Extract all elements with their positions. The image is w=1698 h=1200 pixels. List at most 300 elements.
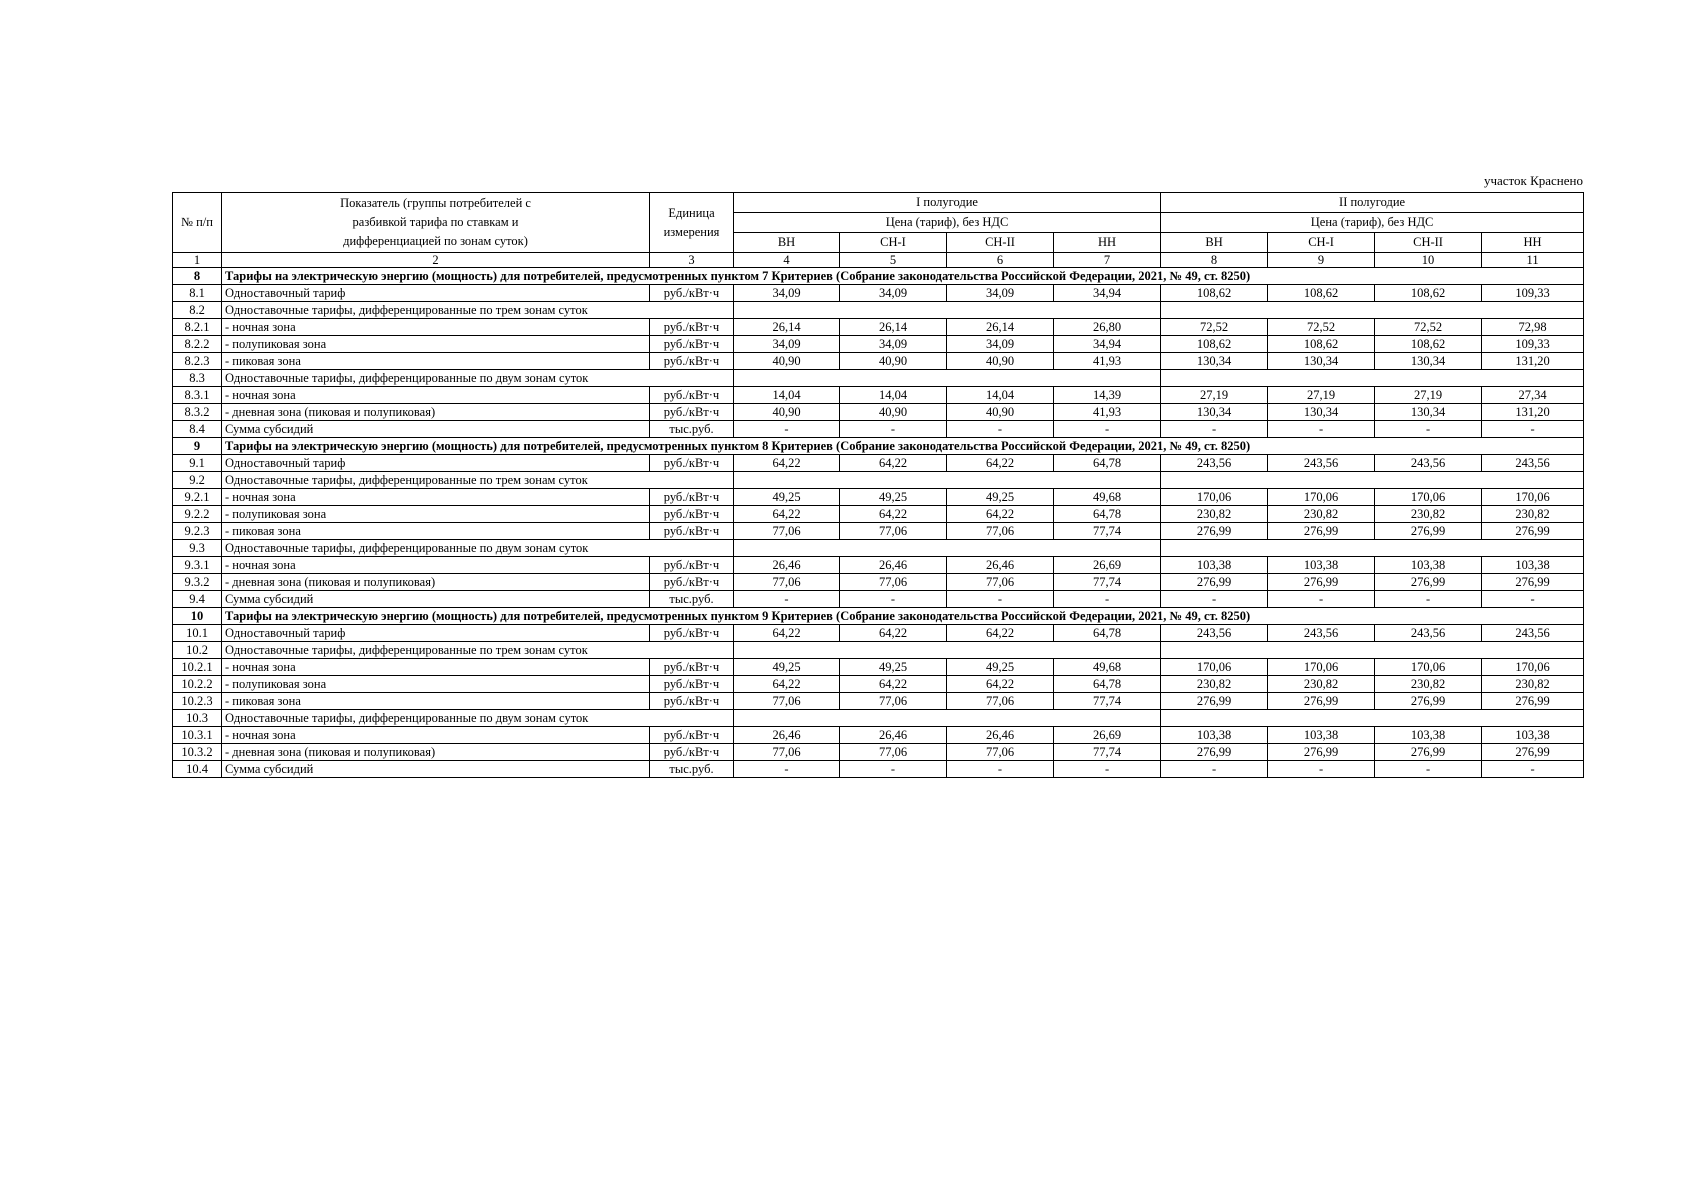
value-cell: 14,04 — [734, 387, 840, 404]
row-number: 10.2.1 — [173, 659, 222, 676]
header-level: ВН — [734, 233, 840, 253]
value-cell: 276,99 — [1482, 693, 1584, 710]
value-cell: 49,25 — [840, 659, 947, 676]
value-cell: 49,25 — [947, 489, 1054, 506]
subsection-row — [173, 710, 1584, 727]
value-cell: - — [840, 761, 947, 778]
row-unit: руб./кВт·ч — [650, 693, 734, 710]
value-cell: 276,99 — [1375, 693, 1482, 710]
column-number: 5 — [840, 253, 947, 268]
section-number: 9 — [173, 438, 222, 455]
table-row — [173, 523, 1584, 540]
value-cell: 34,09 — [947, 336, 1054, 353]
value-cell: 34,09 — [734, 336, 840, 353]
page-header-note: участок Краснено — [1483, 173, 1583, 188]
value-cell: 77,06 — [947, 523, 1054, 540]
section-title: Тарифы на электрическую энергию (мощность) для потребителей, предусмотренных пунктом 8 Критериев (Собрание законодательства Российской Федерации, 2021, № 49, ст. 8250) — [222, 438, 1584, 455]
row-name: Одноставочные тарифы, дифференцированные по двум зонам суток — [222, 710, 734, 727]
value-cell: 230,82 — [1268, 506, 1375, 523]
row-name: Одноставочные тарифы, дифференцированные по двум зонам суток — [222, 540, 734, 557]
value-cell: 27,34 — [1482, 387, 1584, 404]
value-cell: 77,06 — [734, 744, 840, 761]
value-cell: 103,38 — [1161, 557, 1268, 574]
row-unit: руб./кВт·ч — [650, 506, 734, 523]
row-unit: руб./кВт·ч — [650, 387, 734, 404]
value-cell: 64,78 — [1054, 455, 1161, 472]
row-number: 9.2 — [173, 472, 222, 489]
value-cell: 243,56 — [1375, 455, 1482, 472]
header-level: СН-I — [1268, 233, 1375, 253]
value-cell: 77,06 — [734, 523, 840, 540]
table-row — [173, 591, 1584, 608]
value-cell: 103,38 — [1375, 557, 1482, 574]
empty-cell — [1161, 302, 1584, 319]
value-cell: 34,09 — [840, 285, 947, 302]
value-cell: 276,99 — [1482, 744, 1584, 761]
value-cell: 103,38 — [1482, 557, 1584, 574]
row-number: 9.3 — [173, 540, 222, 557]
value-cell: 14,39 — [1054, 387, 1161, 404]
header-num: № п/п — [173, 193, 222, 253]
empty-cell — [1161, 370, 1584, 387]
row-name: - ночная зона — [222, 319, 650, 336]
value-cell: 64,78 — [1054, 676, 1161, 693]
column-number: 7 — [1054, 253, 1161, 268]
value-cell: 14,04 — [840, 387, 947, 404]
column-number: 8 — [1161, 253, 1268, 268]
value-cell: 34,09 — [840, 336, 947, 353]
value-cell: 49,68 — [1054, 659, 1161, 676]
row-unit: руб./кВт·ч — [650, 744, 734, 761]
row-number: 10.3 — [173, 710, 222, 727]
value-cell: 26,46 — [840, 727, 947, 744]
value-cell: 77,06 — [840, 744, 947, 761]
table-row — [173, 421, 1584, 438]
row-unit: руб./кВт·ч — [650, 455, 734, 472]
table-row — [173, 557, 1584, 574]
section-row — [173, 268, 1584, 285]
value-cell: 77,74 — [1054, 744, 1161, 761]
value-cell: - — [734, 421, 840, 438]
value-cell: 170,06 — [1268, 659, 1375, 676]
table-row — [173, 455, 1584, 472]
value-cell: 64,78 — [1054, 625, 1161, 642]
value-cell: 34,09 — [734, 285, 840, 302]
value-cell: 41,93 — [1054, 353, 1161, 370]
table-row — [173, 659, 1584, 676]
value-cell: 276,99 — [1482, 523, 1584, 540]
column-number: 3 — [650, 253, 734, 268]
row-number: 9.2.2 — [173, 506, 222, 523]
row-name: - ночная зона — [222, 557, 650, 574]
value-cell: 243,56 — [1482, 625, 1584, 642]
row-unit: руб./кВт·ч — [650, 659, 734, 676]
header-level: НН — [1054, 233, 1161, 253]
row-number: 9.1 — [173, 455, 222, 472]
row-number: 8.2.2 — [173, 336, 222, 353]
row-unit: руб./кВт·ч — [650, 676, 734, 693]
value-cell: 64,22 — [947, 676, 1054, 693]
value-cell: 77,06 — [734, 574, 840, 591]
value-cell: - — [1482, 591, 1584, 608]
value-cell: - — [1268, 421, 1375, 438]
value-cell: 276,99 — [1375, 574, 1482, 591]
row-unit: руб./кВт·ч — [650, 285, 734, 302]
value-cell: 77,06 — [947, 693, 1054, 710]
header-level: СН-II — [947, 233, 1054, 253]
tariff-table — [172, 192, 1584, 778]
value-cell: 77,74 — [1054, 523, 1161, 540]
table-row — [173, 744, 1584, 761]
value-cell: 64,22 — [947, 455, 1054, 472]
row-name: Сумма субсидий — [222, 761, 650, 778]
value-cell: 72,98 — [1482, 319, 1584, 336]
table-row — [173, 506, 1584, 523]
row-unit: руб./кВт·ч — [650, 523, 734, 540]
value-cell: 49,25 — [947, 659, 1054, 676]
value-cell: 34,94 — [1054, 285, 1161, 302]
table-row — [173, 693, 1584, 710]
value-cell: - — [947, 591, 1054, 608]
value-cell: 64,22 — [840, 506, 947, 523]
row-unit: руб./кВт·ч — [650, 319, 734, 336]
row-name: - ночная зона — [222, 387, 650, 404]
value-cell: - — [734, 591, 840, 608]
value-cell: 103,38 — [1375, 727, 1482, 744]
empty-cell — [734, 302, 1161, 319]
value-cell: 130,34 — [1375, 404, 1482, 421]
row-number: 8.3.1 — [173, 387, 222, 404]
value-cell: 72,52 — [1161, 319, 1268, 336]
value-cell: 34,94 — [1054, 336, 1161, 353]
value-cell: - — [1054, 591, 1161, 608]
table-row — [173, 727, 1584, 744]
empty-cell — [1161, 710, 1584, 727]
row-name: - ночная зона — [222, 489, 650, 506]
value-cell: 103,38 — [1482, 727, 1584, 744]
value-cell: 40,90 — [734, 353, 840, 370]
value-cell: - — [1375, 421, 1482, 438]
subsection-row — [173, 302, 1584, 319]
value-cell: 34,09 — [947, 285, 1054, 302]
row-name: - дневная зона (пиковая и полупиковая) — [222, 404, 650, 421]
header-half2: II полугодие — [1161, 193, 1584, 213]
row-number: 10.4 — [173, 761, 222, 778]
row-name: Одноставочные тарифы, дифференцированные по трем зонам суток — [222, 472, 734, 489]
value-cell: 276,99 — [1161, 574, 1268, 591]
value-cell: 243,56 — [1375, 625, 1482, 642]
value-cell: 276,99 — [1375, 523, 1482, 540]
subsection-row — [173, 472, 1584, 489]
row-number: 10.2 — [173, 642, 222, 659]
value-cell: 64,22 — [840, 455, 947, 472]
table-row — [173, 574, 1584, 591]
table-row — [173, 489, 1584, 506]
value-cell: 27,19 — [1375, 387, 1482, 404]
value-cell: 108,62 — [1375, 285, 1482, 302]
header-price1: Цена (тариф), без НДС — [734, 213, 1161, 233]
value-cell: 26,69 — [1054, 557, 1161, 574]
row-number: 8.4 — [173, 421, 222, 438]
value-cell: 130,34 — [1161, 353, 1268, 370]
value-cell: - — [840, 421, 947, 438]
table-row — [173, 319, 1584, 336]
column-number: 11 — [1482, 253, 1584, 268]
row-number: 9.3.2 — [173, 574, 222, 591]
row-name: - пиковая зона — [222, 693, 650, 710]
row-unit: руб./кВт·ч — [650, 574, 734, 591]
section-title: Тарифы на электрическую энергию (мощность) для потребителей, предусмотренных пунктом 9 Критериев (Собрание законодательства Российской Федерации, 2021, № 49, ст. 8250) — [222, 608, 1584, 625]
value-cell: 64,22 — [734, 676, 840, 693]
row-name: Одноставочный тариф — [222, 285, 650, 302]
section-number: 8 — [173, 268, 222, 285]
row-name: Одноставочный тариф — [222, 625, 650, 642]
section-title: Тарифы на электрическую энергию (мощность) для потребителей, предусмотренных пунктом 7 Критериев (Собрание законодательства Российской Федерации, 2021, № 49, ст. 8250) — [222, 268, 1584, 285]
table-row — [173, 676, 1584, 693]
value-cell: 64,22 — [840, 625, 947, 642]
value-cell: 72,52 — [1268, 319, 1375, 336]
value-cell: 40,90 — [840, 404, 947, 421]
value-cell: 170,06 — [1161, 659, 1268, 676]
value-cell: - — [1161, 421, 1268, 438]
value-cell: 108,62 — [1161, 285, 1268, 302]
value-cell: 276,99 — [1161, 693, 1268, 710]
table-row — [173, 353, 1584, 370]
header-price2: Цена (тариф), без НДС — [1161, 213, 1584, 233]
value-cell: 77,74 — [1054, 574, 1161, 591]
value-cell: - — [1054, 421, 1161, 438]
header-level: НН — [1482, 233, 1584, 253]
value-cell: 64,22 — [734, 455, 840, 472]
value-cell: 26,46 — [734, 557, 840, 574]
value-cell: 230,82 — [1375, 676, 1482, 693]
value-cell: 77,06 — [947, 574, 1054, 591]
value-cell: - — [1482, 421, 1584, 438]
value-cell: 230,82 — [1161, 506, 1268, 523]
column-number: 9 — [1268, 253, 1375, 268]
section-number: 10 — [173, 608, 222, 625]
value-cell: 103,38 — [1268, 727, 1375, 744]
header-unit: Единица измерения — [650, 193, 734, 253]
row-name: - дневная зона (пиковая и полупиковая) — [222, 574, 650, 591]
value-cell: 276,99 — [1268, 744, 1375, 761]
value-cell: - — [840, 591, 947, 608]
value-cell: 64,22 — [947, 625, 1054, 642]
header-indicator: Показатель (группы потребителей с разбивкой тарифа по ставкам и дифференциацией по зонам суток) — [222, 193, 650, 253]
value-cell: 230,82 — [1482, 676, 1584, 693]
value-cell: 130,34 — [1268, 353, 1375, 370]
value-cell: 49,25 — [840, 489, 947, 506]
value-cell: 109,33 — [1482, 285, 1584, 302]
row-number: 8.2.3 — [173, 353, 222, 370]
value-cell: 243,56 — [1482, 455, 1584, 472]
value-cell: 77,06 — [947, 744, 1054, 761]
row-number: 10.2.2 — [173, 676, 222, 693]
value-cell: 64,22 — [947, 506, 1054, 523]
value-cell: 108,62 — [1268, 285, 1375, 302]
row-name: - пиковая зона — [222, 353, 650, 370]
value-cell: 243,56 — [1268, 455, 1375, 472]
value-cell: 26,14 — [734, 319, 840, 336]
value-cell: - — [947, 421, 1054, 438]
value-cell: 26,46 — [947, 727, 1054, 744]
value-cell: - — [734, 761, 840, 778]
value-cell: 40,90 — [734, 404, 840, 421]
section-row — [173, 438, 1584, 455]
value-cell: 40,90 — [947, 353, 1054, 370]
value-cell: 26,14 — [947, 319, 1054, 336]
value-cell: 130,34 — [1375, 353, 1482, 370]
value-cell: 26,46 — [947, 557, 1054, 574]
table-row — [173, 625, 1584, 642]
value-cell: 130,34 — [1161, 404, 1268, 421]
value-cell: 230,82 — [1161, 676, 1268, 693]
value-cell: 64,22 — [734, 625, 840, 642]
empty-cell — [734, 370, 1161, 387]
value-cell: 276,99 — [1268, 693, 1375, 710]
value-cell: 77,06 — [840, 574, 947, 591]
value-cell: 64,78 — [1054, 506, 1161, 523]
column-number: 4 — [734, 253, 840, 268]
value-cell: - — [1054, 761, 1161, 778]
value-cell: 27,19 — [1268, 387, 1375, 404]
row-name: - пиковая зона — [222, 523, 650, 540]
value-cell: 77,74 — [1054, 693, 1161, 710]
table-header — [173, 193, 1584, 268]
value-cell: 49,25 — [734, 659, 840, 676]
value-cell: 40,90 — [947, 404, 1054, 421]
value-cell: 40,90 — [840, 353, 947, 370]
row-name: - дневная зона (пиковая и полупиковая) — [222, 744, 650, 761]
value-cell: 103,38 — [1161, 727, 1268, 744]
value-cell: 131,20 — [1482, 404, 1584, 421]
empty-cell — [734, 472, 1161, 489]
row-unit: руб./кВт·ч — [650, 336, 734, 353]
table-row — [173, 761, 1584, 778]
row-name: - полупиковая зона — [222, 336, 650, 353]
value-cell: 170,06 — [1482, 659, 1584, 676]
value-cell: 14,04 — [947, 387, 1054, 404]
row-number: 10.1 — [173, 625, 222, 642]
value-cell: 64,22 — [734, 506, 840, 523]
row-number: 9.3.1 — [173, 557, 222, 574]
value-cell: 243,56 — [1161, 625, 1268, 642]
row-unit: тыс.руб. — [650, 421, 734, 438]
row-unit: руб./кВт·ч — [650, 625, 734, 642]
column-number: 2 — [222, 253, 650, 268]
row-name: Одноставочный тариф — [222, 455, 650, 472]
row-name: Сумма субсидий — [222, 421, 650, 438]
row-number: 8.2 — [173, 302, 222, 319]
row-unit: руб./кВт·ч — [650, 353, 734, 370]
column-number: 10 — [1375, 253, 1482, 268]
value-cell: 276,99 — [1268, 523, 1375, 540]
table-row — [173, 336, 1584, 353]
row-unit: руб./кВт·ч — [650, 727, 734, 744]
value-cell: 108,62 — [1268, 336, 1375, 353]
value-cell: 26,69 — [1054, 727, 1161, 744]
value-cell: 77,06 — [734, 693, 840, 710]
row-number: 10.3.1 — [173, 727, 222, 744]
empty-cell — [734, 642, 1161, 659]
row-unit: руб./кВт·ч — [650, 557, 734, 574]
subsection-row — [173, 642, 1584, 659]
value-cell: - — [1268, 761, 1375, 778]
value-cell: 170,06 — [1375, 659, 1482, 676]
row-unit: руб./кВт·ч — [650, 489, 734, 506]
table-body — [173, 268, 1584, 778]
row-unit: руб./кВт·ч — [650, 404, 734, 421]
value-cell: 230,82 — [1268, 676, 1375, 693]
row-number: 10.2.3 — [173, 693, 222, 710]
value-cell: 170,06 — [1268, 489, 1375, 506]
value-cell: 103,38 — [1268, 557, 1375, 574]
row-name: - ночная зона — [222, 727, 650, 744]
value-cell: 170,06 — [1375, 489, 1482, 506]
value-cell: 72,52 — [1375, 319, 1482, 336]
value-cell: 49,25 — [734, 489, 840, 506]
table-row — [173, 387, 1584, 404]
row-number: 9.4 — [173, 591, 222, 608]
column-number: 1 — [173, 253, 222, 268]
value-cell: 170,06 — [1161, 489, 1268, 506]
subsection-row — [173, 540, 1584, 557]
table-row — [173, 404, 1584, 421]
row-name: - полупиковая зона — [222, 676, 650, 693]
value-cell: - — [1375, 761, 1482, 778]
row-number: 8.2.1 — [173, 319, 222, 336]
value-cell: 77,06 — [840, 693, 947, 710]
row-unit: тыс.руб. — [650, 761, 734, 778]
value-cell: 170,06 — [1482, 489, 1584, 506]
value-cell: 243,56 — [1268, 625, 1375, 642]
row-number: 8.3.2 — [173, 404, 222, 421]
value-cell: 230,82 — [1482, 506, 1584, 523]
value-cell: 108,62 — [1375, 336, 1482, 353]
row-name: Одноставочные тарифы, дифференцированные по трем зонам суток — [222, 642, 734, 659]
header-level: ВН — [1161, 233, 1268, 253]
value-cell: 276,99 — [1161, 523, 1268, 540]
value-cell: 64,22 — [840, 676, 947, 693]
empty-cell — [1161, 472, 1584, 489]
value-cell: 131,20 — [1482, 353, 1584, 370]
value-cell: 243,56 — [1161, 455, 1268, 472]
value-cell: 276,99 — [1482, 574, 1584, 591]
row-number: 9.2.1 — [173, 489, 222, 506]
value-cell: 276,99 — [1161, 744, 1268, 761]
header-level: СН-II — [1375, 233, 1482, 253]
value-cell: 276,99 — [1375, 744, 1482, 761]
row-number: 9.2.3 — [173, 523, 222, 540]
value-cell: - — [1161, 761, 1268, 778]
value-cell: 41,93 — [1054, 404, 1161, 421]
value-cell: 26,46 — [734, 727, 840, 744]
row-unit: тыс.руб. — [650, 591, 734, 608]
row-number: 8.3 — [173, 370, 222, 387]
value-cell: 27,19 — [1161, 387, 1268, 404]
empty-cell — [1161, 540, 1584, 557]
empty-cell — [734, 710, 1161, 727]
header-level: СН-I — [840, 233, 947, 253]
value-cell: 108,62 — [1161, 336, 1268, 353]
section-row — [173, 608, 1584, 625]
value-cell: 26,80 — [1054, 319, 1161, 336]
row-name: - полупиковая зона — [222, 506, 650, 523]
value-cell: - — [1161, 591, 1268, 608]
row-name: Одноставочные тарифы, дифференцированные по трем зонам суток — [222, 302, 734, 319]
value-cell: 26,46 — [840, 557, 947, 574]
value-cell: 26,14 — [840, 319, 947, 336]
